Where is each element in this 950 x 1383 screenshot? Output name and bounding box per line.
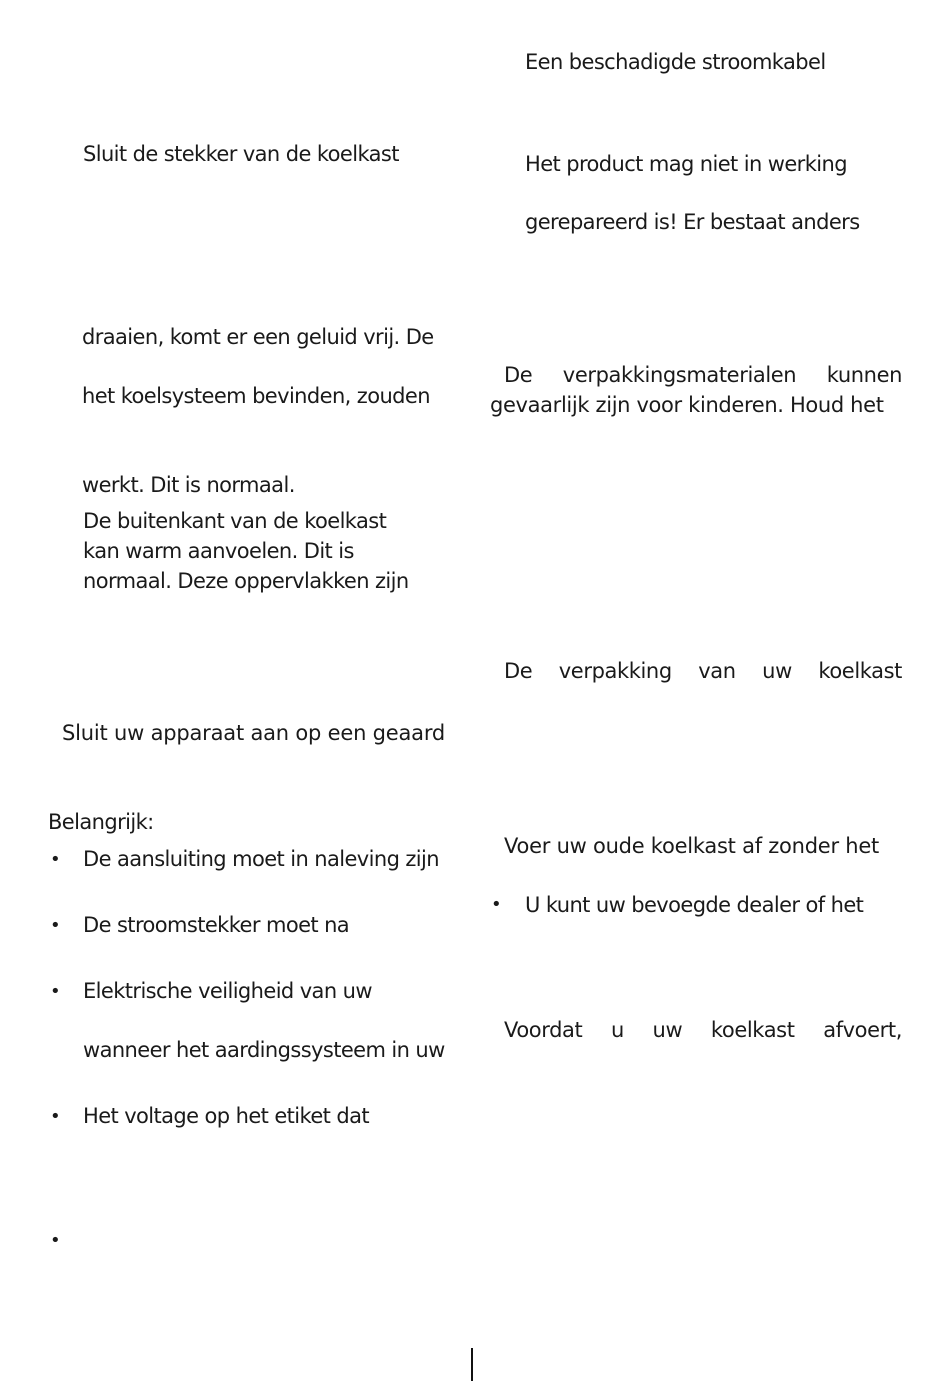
packaging-danger-line-2: gevaarlijk zijn voor kinderen. Houd het: [490, 393, 884, 417]
warm-exterior-line-1: De buitenkant van de koelkast: [83, 509, 387, 533]
before-disposal-text: Voordat u uw koelkast afvoert,: [504, 1018, 902, 1042]
noise-paragraph-line-1: draaien, komt er een geluid vrij. De: [82, 325, 434, 349]
warm-exterior-line-2: kan warm aanvoelen. Dit is: [83, 539, 354, 563]
bullet-icon: •: [50, 849, 61, 870]
dispose-old-fridge-text: Voer uw oude koelkast af zonder het: [504, 834, 879, 858]
noise-paragraph-line-2: het koelsysteem bevinden, zouden: [82, 384, 430, 408]
unplug-instruction-text: Sluit de stekker van de koelkast: [83, 142, 399, 166]
damaged-cable-text: Een beschadigde stroomkabel: [525, 50, 826, 74]
page-footer-divider: [471, 1348, 473, 1381]
important-label: Belangrijk:: [48, 810, 154, 834]
bullet-icon: •: [50, 915, 61, 936]
fridge-packaging-text: De verpakking van uw koelkast: [504, 659, 902, 683]
bullet-text-electrical-safety-line-2: wanneer het aardingssysteem in uw: [83, 1038, 445, 1062]
bullet-text-power-plug: De stroomstekker moet na: [83, 913, 350, 937]
warm-exterior-line-3: normaal. Deze oppervlakken zijn: [83, 569, 409, 593]
packaging-danger-line-1: De verpakkingsmaterialen kunnen: [504, 363, 902, 387]
bullet-icon: •: [50, 1230, 61, 1251]
bullet-text-voltage: Het voltage op het etiket dat: [83, 1104, 370, 1128]
bullet-text-electrical-safety-line-1: Elektrische veiligheid van uw: [83, 979, 372, 1003]
grounded-outlet-instruction: Sluit uw apparaat aan op een geaard: [62, 721, 446, 745]
bullet-icon: •: [50, 981, 61, 1002]
noise-paragraph-line-3: werkt. Dit is normaal.: [82, 473, 295, 497]
bullet-text-connection: De aansluiting moet in naleving zijn: [83, 847, 439, 871]
bullet-icon: •: [491, 894, 502, 915]
bullet-icon: •: [50, 1106, 61, 1127]
not-operate-line-2: gerepareerd is! Er bestaat anders: [525, 210, 860, 234]
not-operate-line-1: Het product mag niet in werking: [525, 152, 847, 176]
bullet-text-dealer: U kunt uw bevoegde dealer of het: [525, 893, 864, 917]
